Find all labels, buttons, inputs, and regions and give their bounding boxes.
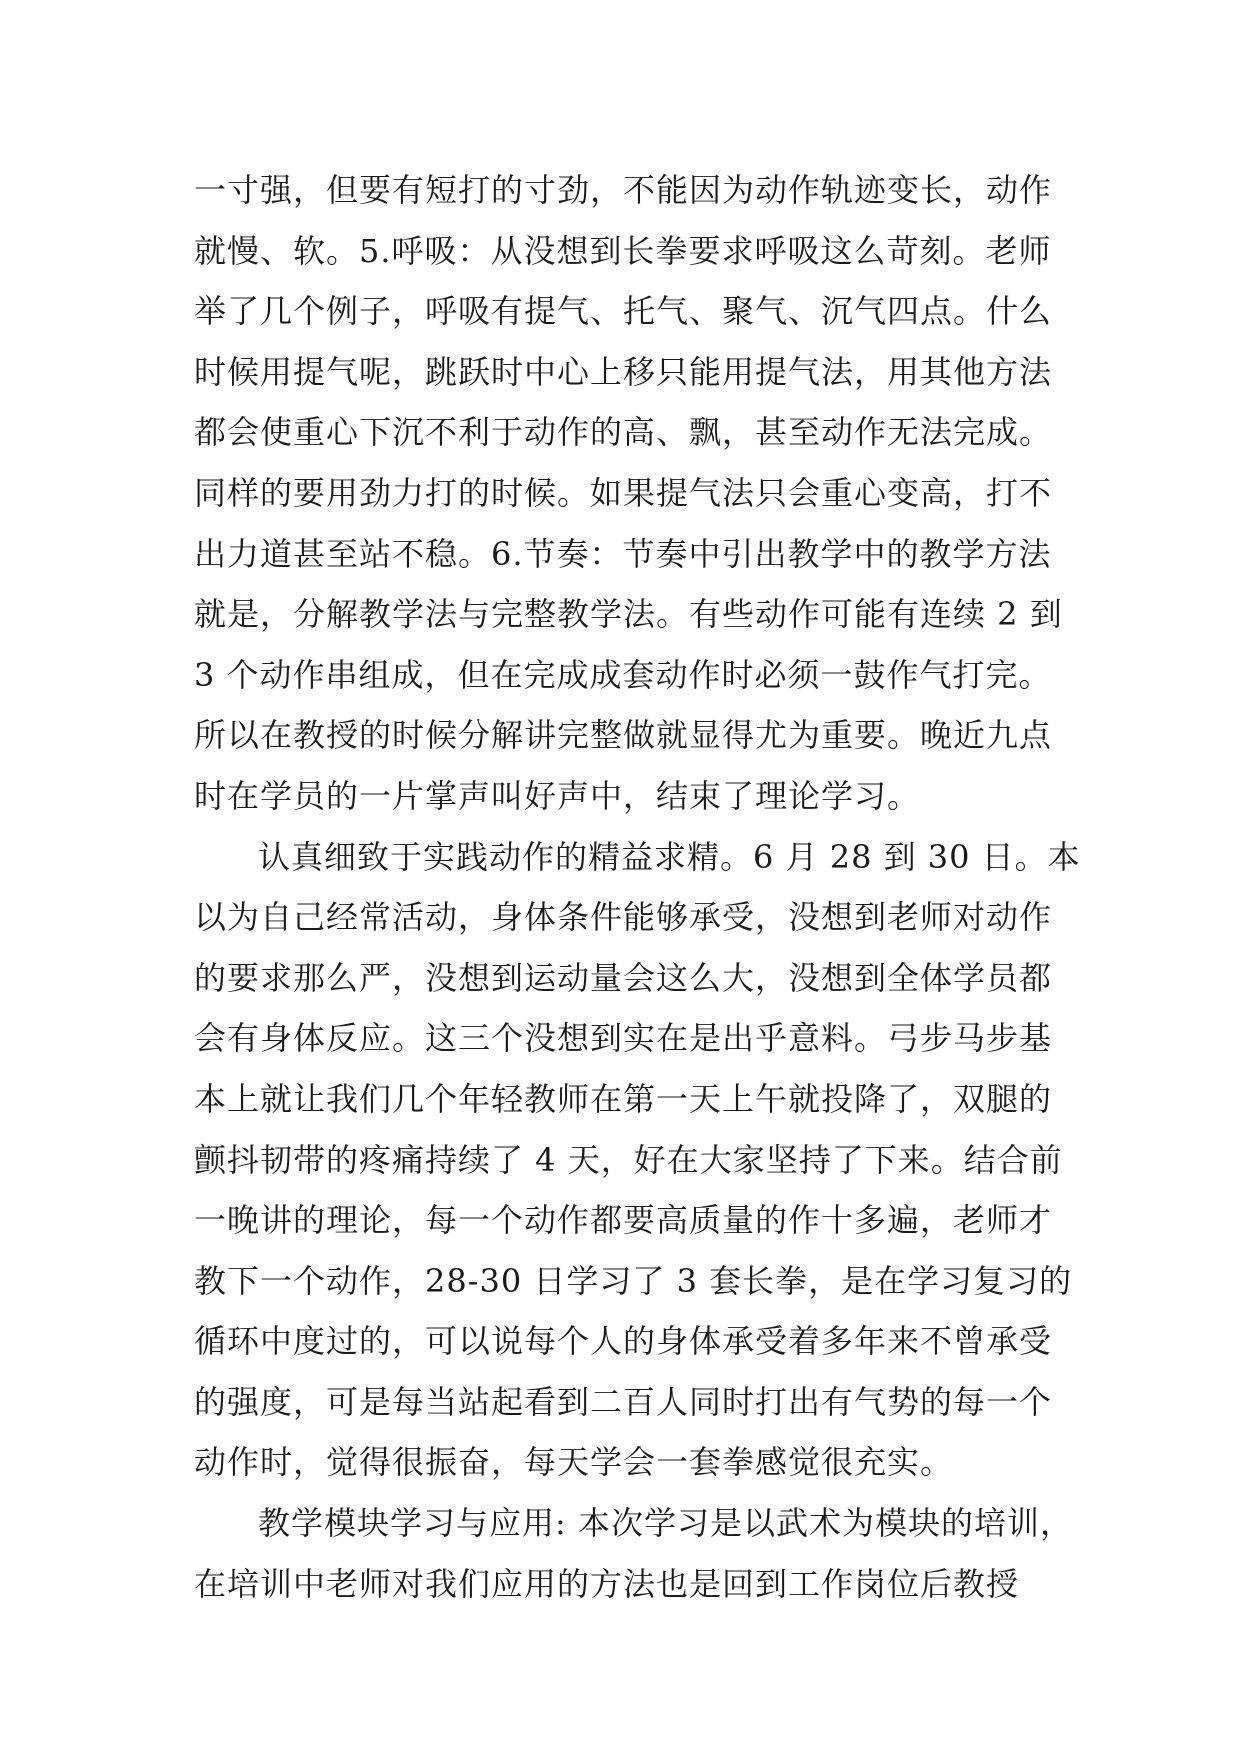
text-line: 本上就让我们几个年轻教师在第一天上午就投降了，双腿的 — [194, 1079, 1053, 1118]
body-text — [194, 160, 1081, 1614]
text-line: 举了几个例子，呼吸有提气、托气、聚气、沉气四点。什么 — [194, 292, 1053, 331]
text-line: 时候用提气呢，跳跃时中心上移只能用提气法，用其他方法 — [194, 352, 1053, 391]
text-line: 都会使重心下沉不利于动作的高、飘，甚至动作无法完成。 — [194, 413, 1053, 452]
text-line: 所以在教授的时候分解讲完整做就显得尤为重要。晚近九点 — [194, 716, 1053, 755]
text-line: 会有身体反应。这三个没想到实在是出乎意料。弓步马步基 — [194, 1019, 1053, 1058]
text-line: 动作时，觉得很振奋，每天学会一套拳感觉很充实。 — [194, 1443, 954, 1482]
paragraph-start-line: 认真细致于实践动作的精益求精。6 月 28 到 30 日。本 — [258, 837, 1081, 876]
text-line: 就慢、软。5.呼吸：从没想到长拳要求呼吸这么苛刻。老师 — [194, 231, 1052, 270]
paragraph-start-line: 教学模块学习与应用: 本次学习是以武术为模块的培训， — [258, 1504, 1073, 1543]
text-line: 就是，分解教学法与完整教学法。有些动作可能有连续 2 到 — [194, 595, 1063, 634]
text-line: 同样的要用劲力打的时候。如果提气法只会重心变高，打不 — [194, 473, 1053, 512]
text-line: 的要求那么严，没想到运动量会这么大，没想到全体学员都 — [194, 958, 1053, 997]
text-line: 一晚讲的理论，每一个动作都要高质量的作十多遍，老师才 — [194, 1201, 1053, 1240]
text-line: 以为自己经常活动，身体条件能够承受，没想到老师对动作 — [194, 898, 1053, 937]
text-line: 的强度，可是每当站起看到二百人同时打出有气势的每一个 — [194, 1382, 1053, 1421]
text-line: 教下一个动作，28-30 日学习了 3 套长拳，是在学习复习的 — [194, 1261, 1073, 1300]
text-line: 颤抖韧带的疼痛持续了 4 天，好在大家坚持了下来。结合前 — [194, 1140, 1063, 1179]
text-line: 出力道甚至站不稳。6.节奏：节奏中引出教学中的教学方法 — [194, 534, 1052, 573]
text-line: 时在学员的一片掌声叫好声中，结束了理论学习。 — [194, 776, 921, 815]
text-line: 在培训中老师对我们应用的方法也是回到工作岗位后教授 — [194, 1564, 1020, 1603]
text-line: 循环中度过的，可以说每个人的身体承受着多年来不曾承受 — [194, 1322, 1053, 1361]
text-line: 3 个动作串组成，但在完成成套动作时必须一鼓作气打完。 — [194, 655, 1052, 694]
text-line: 一寸强，但要有短打的寸劲，不能因为动作轨迹变长，动作 — [194, 171, 1053, 209]
